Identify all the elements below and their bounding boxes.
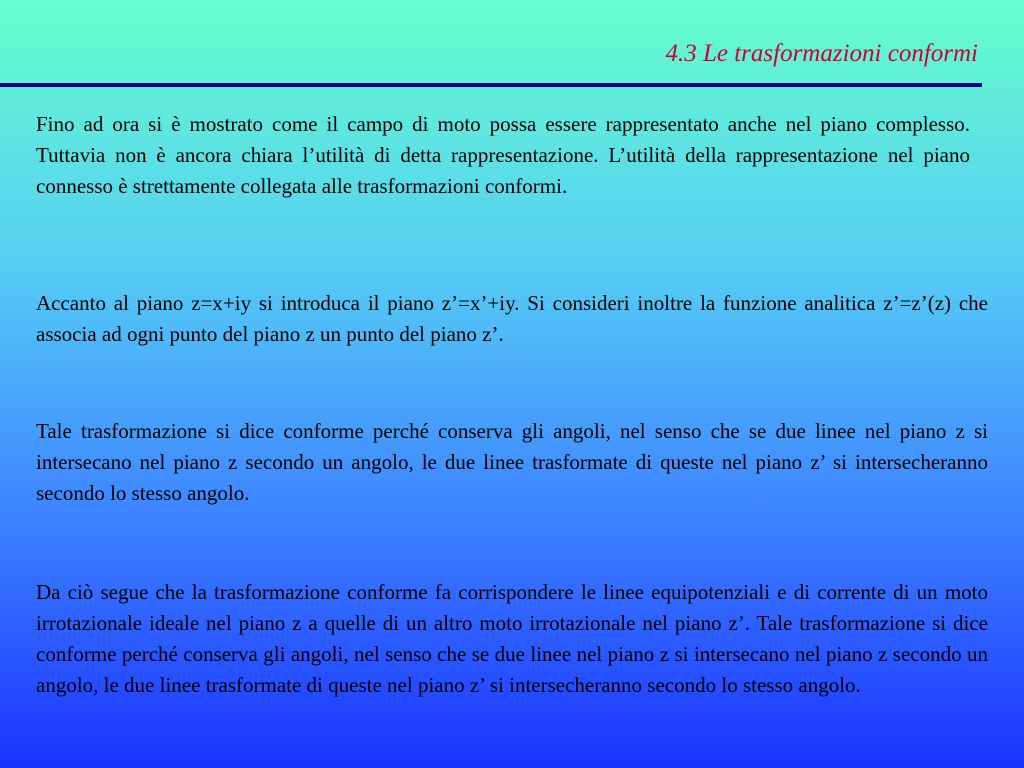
paragraph-planes: Accanto al piano z=x+iy si introduca il piano z’=x’+iy. Si consideri inoltre la funzione analitica z’=z’(z) che associa ad ogni punto del piano z un punto del piano z’. bbox=[36, 291, 988, 346]
slide-title: 4.3 Le trasformazioni conformi bbox=[665, 40, 978, 67]
paragraph-consequence: Da ciò segue che la trasformazione conforme fa corrispondere le linee equipotenziali e di corrente di un moto irrotazionale ideale nel piano z a quelle di un altro moto irrotazionale nel piano z’. Tale trasformazione si dice conforme perché conserva gli angoli, nel senso che se due linee nel piano z si intersecano nel piano z secondo un angolo, le due linee trasformate di queste nel piano z’ si intersecheranno secondo lo stesso angolo. bbox=[36, 580, 988, 697]
paragraph-conformal-definition: Tale trasformazione si dice conforme perché conserva gli angoli, nel senso che se due linee nel piano z si intersecano nel piano z secondo un angolo, le due linee trasformate di queste nel piano z’ si intersecheranno secondo lo stesso angolo. bbox=[36, 419, 988, 505]
paragraph-intro: Fino ad ora si è mostrato come il campo di moto possa essere rappresentato anche nel piano complesso. Tuttavia non è ancora chiara l’utilità di detta rappresentazione. L’utilità della rappresentazione nel piano connesso è strettamente collegata alle trasformazioni conformi. bbox=[36, 112, 970, 198]
title-divider bbox=[0, 83, 982, 87]
